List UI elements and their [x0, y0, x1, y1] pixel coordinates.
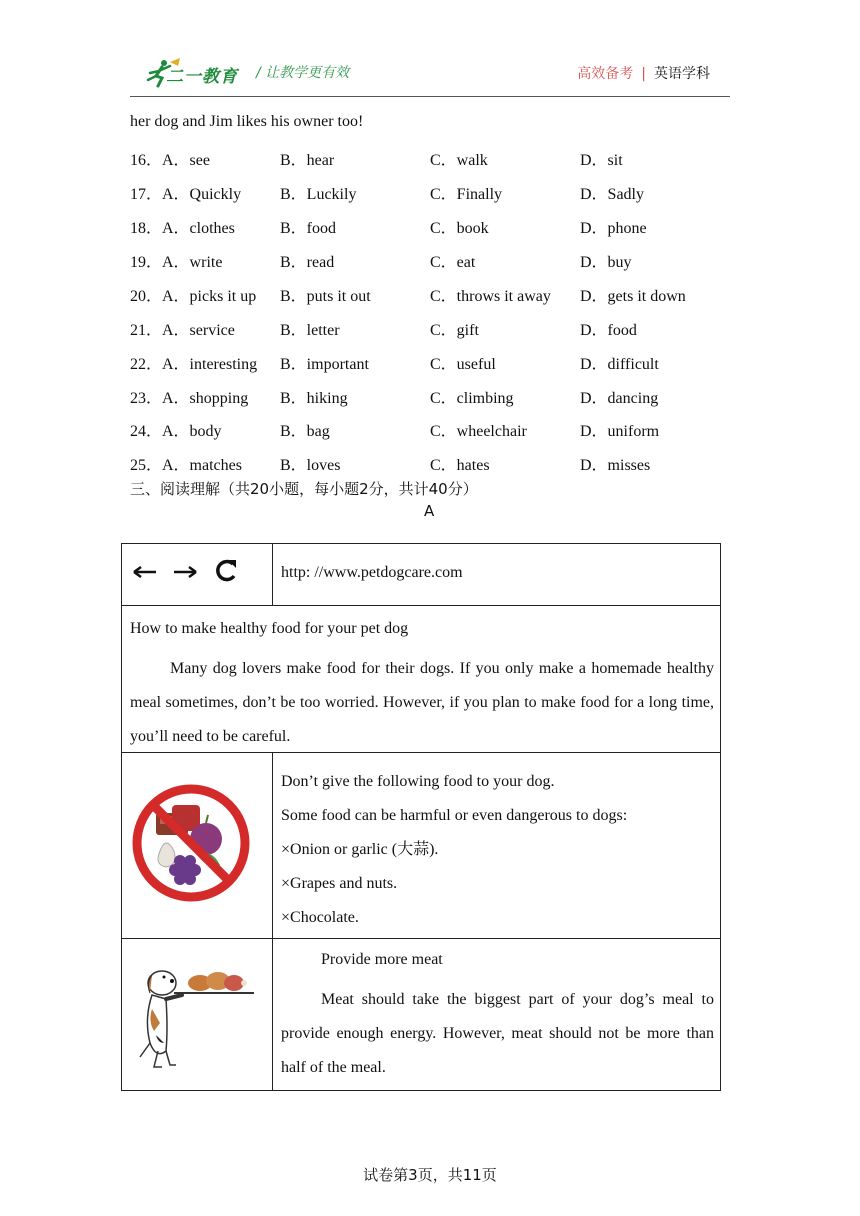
warning-line-1: Don’t give the following food to your dog. — [281, 773, 555, 790]
option-a: 16．A．see — [130, 152, 210, 169]
option-b: B．important — [280, 356, 369, 373]
header-exam-prep: 高效备考 — [577, 66, 634, 82]
dog-image-cell — [122, 939, 273, 1091]
url-cell — [273, 544, 721, 606]
meat-title: Provide more meat — [321, 951, 443, 968]
logo-text: 二一教育 — [166, 67, 238, 86]
warning-cell — [273, 753, 721, 939]
option-c: C．hates — [430, 457, 490, 474]
section-title: 三、阅读理解（共20小题，每小题2分，共计40分） — [130, 480, 478, 498]
dog-with-meat-icon — [122, 939, 272, 1085]
option-d: D．phone — [580, 220, 647, 237]
no-food-image-cell — [122, 753, 273, 939]
slogan: / 让教学更有效 — [256, 65, 350, 81]
slogan-text: 让教学更有效 — [265, 65, 350, 81]
option-d: D．difficult — [580, 356, 659, 373]
warning-item-chocolate: ×Chocolate. — [281, 909, 359, 926]
webpage-table — [121, 543, 721, 1091]
no-food-sign-icon — [122, 753, 272, 933]
browser-nav-icons — [122, 544, 272, 600]
option-b: B．read — [280, 254, 335, 271]
option-d: D．Sadly — [580, 186, 645, 203]
option-c: C．book — [430, 220, 489, 237]
warning-item-grapes: ×Grapes and nuts. — [281, 875, 398, 892]
option-a: 18．A．clothes — [130, 220, 235, 237]
warning-line-2: Some food can be harmful or even dangerous to dogs: — [281, 807, 628, 824]
option-d: D．buy — [580, 254, 632, 271]
option-a: 24．A．body — [130, 423, 222, 440]
header-divider — [130, 96, 730, 97]
intro-body: Many dog lovers make food for their dogs. If you only make a homemade healthy meal sometimes, don’t be too worried. However, if you plan to make food for a long time, you’ll need to be careful. — [130, 660, 714, 745]
option-d: D．dancing — [580, 390, 659, 407]
browser-nav-cell — [122, 544, 273, 606]
option-b: B．hear — [280, 152, 335, 169]
option-b: B．food — [280, 220, 337, 237]
page-footer: 试卷第3页，共11页 — [363, 1166, 497, 1184]
option-b: B．puts it out — [280, 288, 371, 305]
option-c: C．Finally — [430, 186, 503, 203]
reload-icon — [218, 560, 236, 580]
header-subject-name: 英语学科 — [654, 66, 710, 82]
meat-body: Meat should take the biggest part of your dog’s meal to provide enough energy. However, meat should not be more than half of the meal. — [281, 991, 714, 1076]
intro-title: How to make healthy food for your pet dog — [130, 620, 409, 637]
page-header — [130, 54, 730, 94]
forward-arrow-icon — [174, 567, 196, 577]
warning-item-onion: ×Onion or garlic (大蒜). — [281, 841, 439, 858]
meat-advice-cell — [273, 939, 721, 1091]
intro-cell — [122, 606, 721, 753]
continued-text: her dog and Jim likes his owner too! — [130, 113, 364, 130]
option-b: B．letter — [280, 322, 340, 339]
warning-text — [281, 765, 627, 935]
option-b: B．Luckily — [280, 186, 357, 203]
option-a: 25．A．matches — [130, 457, 242, 474]
option-b: B．loves — [280, 457, 341, 474]
option-b: B．hiking — [280, 390, 348, 407]
option-d: D．food — [580, 322, 637, 339]
option-c: C．walk — [430, 152, 488, 169]
back-arrow-icon — [134, 567, 156, 577]
option-a: 17．A．Quickly — [130, 186, 242, 203]
passage-label: A — [424, 502, 435, 520]
option-a: 21．A．service — [130, 322, 235, 339]
option-a: 20．A．picks it up — [130, 288, 257, 305]
option-d: D．sit — [580, 152, 623, 169]
option-a: 22．A．interesting — [130, 356, 258, 373]
option-c: C．throws it away — [430, 288, 551, 305]
option-c: C．useful — [430, 356, 496, 373]
option-b: B．bag — [280, 423, 330, 440]
url-text: http: //www.petdogcare.com — [281, 564, 463, 581]
option-a: 23．A．shopping — [130, 390, 249, 407]
header-subject — [577, 63, 710, 83]
option-d: D．gets it down — [580, 288, 686, 305]
option-d: D．misses — [580, 457, 651, 474]
option-c: C．gift — [430, 322, 479, 339]
option-d: D．uniform — [580, 423, 660, 440]
option-c: C．wheelchair — [430, 423, 527, 440]
option-a: 19．A．write — [130, 254, 223, 271]
option-c: C．eat — [430, 254, 476, 271]
header-separator: | — [641, 66, 646, 82]
option-c: C．climbing — [430, 390, 514, 407]
